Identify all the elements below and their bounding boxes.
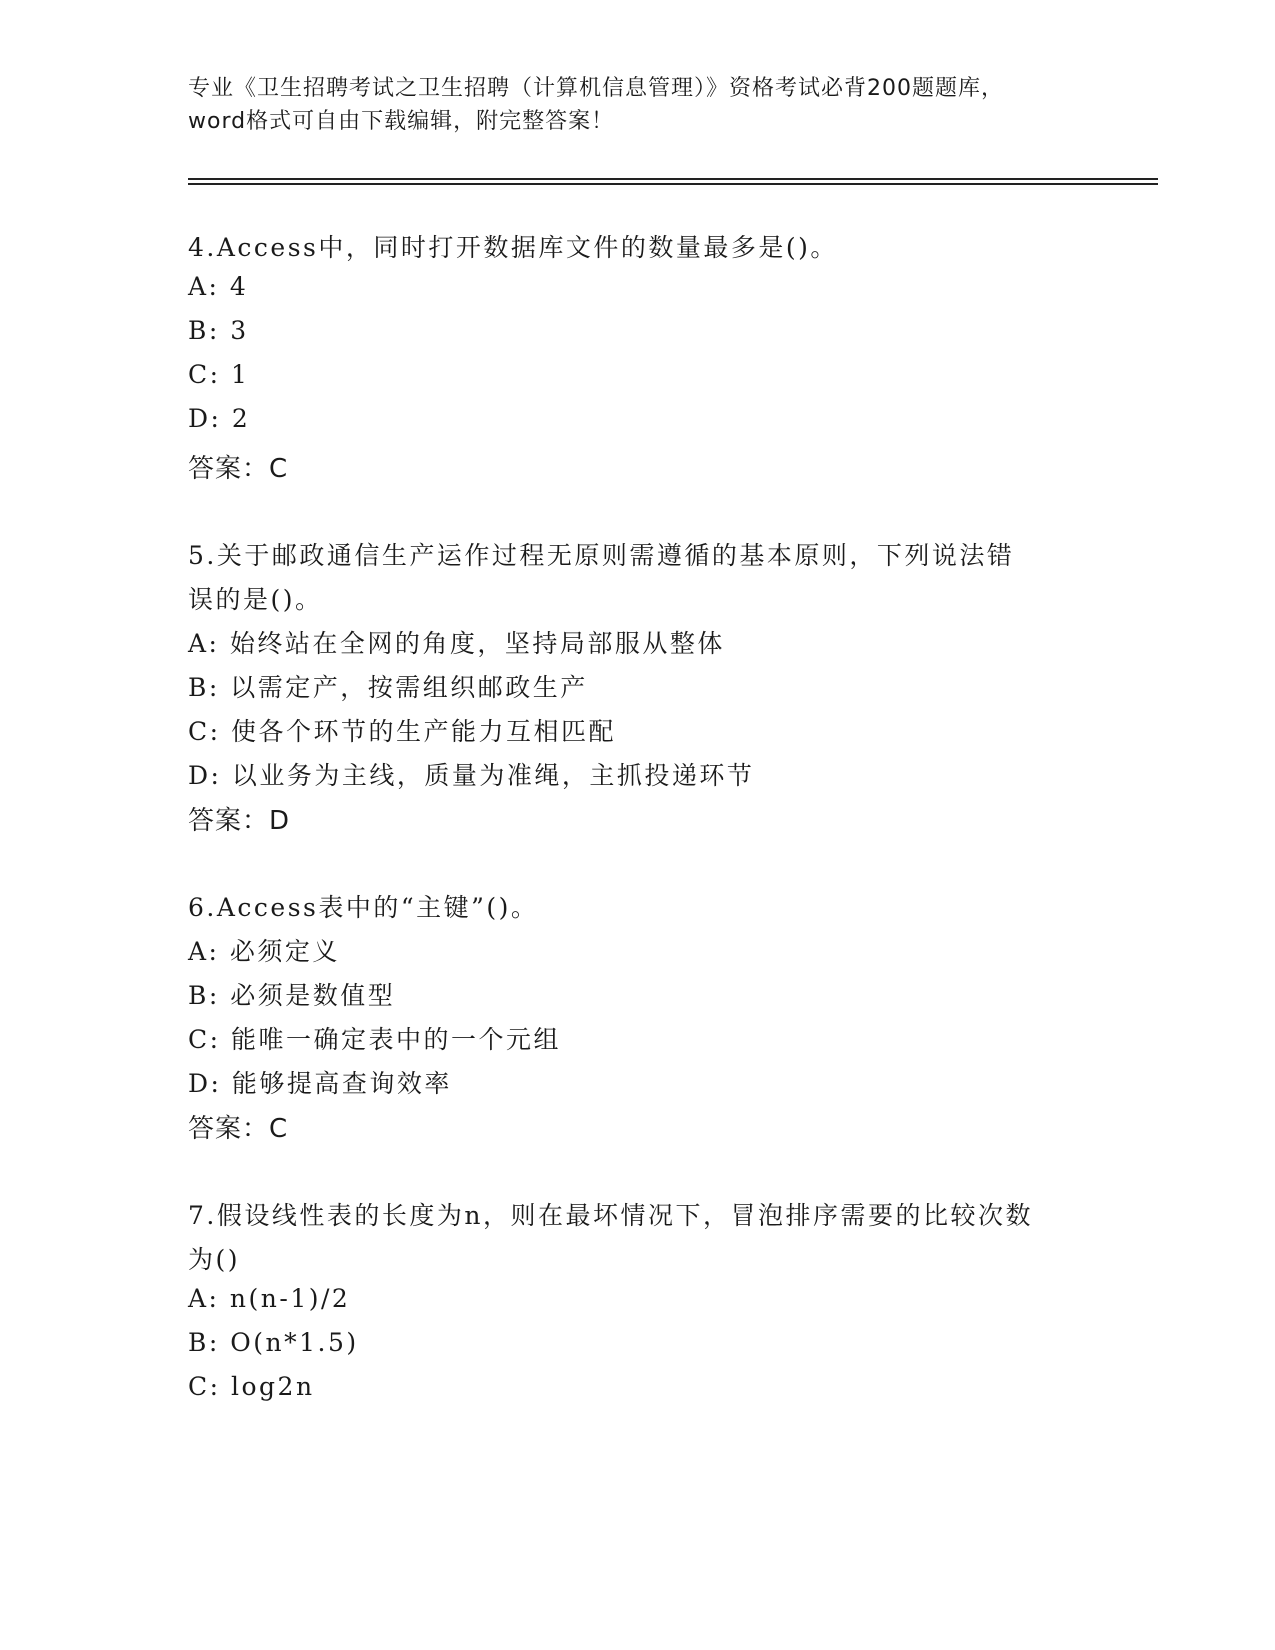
- question-5-option-a: A: 始终站在全网的角度，坚持局部服从整体: [188, 629, 725, 658]
- question-4-option-d: D: 2: [188, 404, 251, 433]
- header-line-1: 专业《卫生招聘考试之卫生招聘（计算机信息管理）》资格考试必背200题题库，: [188, 76, 1004, 101]
- question-7-option-b: B: O(n*1.5): [188, 1328, 359, 1357]
- document-header: [188, 72, 1088, 138]
- question-7-stem-line-2: 为(): [188, 1245, 241, 1274]
- header-line-2: word格式可自由下载编辑，附完整答案！: [188, 109, 615, 134]
- question-7-option-c: C: log2n: [188, 1372, 315, 1401]
- question-5-stem-line-2: 误的是()。: [188, 585, 323, 614]
- question-5-option-d: D: 以业务为主线，质量为准绳，主抓投递环节: [188, 761, 755, 790]
- question-4-answer: 答案：C: [188, 454, 289, 484]
- question-7-option-a: A: n(n-1)/2: [188, 1284, 351, 1313]
- question-6-option-b: B: 必须是数值型: [188, 981, 396, 1010]
- question-5-answer: 答案：D: [188, 806, 291, 836]
- question-4-stem: 4.Access中，同时打开数据库文件的数量最多是()。: [188, 233, 838, 262]
- question-6-option-c: C: 能唯一确定表中的一个元组: [188, 1025, 561, 1054]
- question-6-stem: 6.Access表中的“主键”()。: [188, 893, 539, 922]
- question-6-option-d: D: 能够提高查询效率: [188, 1069, 452, 1098]
- question-5-stem-line-1: 5.关于邮政通信生产运作过程无原则需遵循的基本原则，下列说法错: [188, 541, 1015, 570]
- question-5-option-c: C: 使各个环节的生产能力互相匹配: [188, 717, 616, 746]
- question-6-option-a: A: 必须定义: [188, 937, 340, 966]
- question-4-option-c: C: 1: [188, 360, 250, 389]
- question-7-stem-line-1: 7.假设线性表的长度为n，则在最坏情况下，冒泡排序需要的比较次数: [188, 1201, 1033, 1230]
- question-6-answer: 答案：C: [188, 1114, 289, 1144]
- header-divider-top: [188, 178, 1158, 180]
- question-4-option-a: A: 4: [188, 272, 249, 301]
- question-5-option-b: B: 以需定产，按需组织邮政生产: [188, 673, 588, 702]
- question-4-option-b: B: 3: [188, 316, 249, 345]
- header-divider-bottom: [188, 183, 1158, 185]
